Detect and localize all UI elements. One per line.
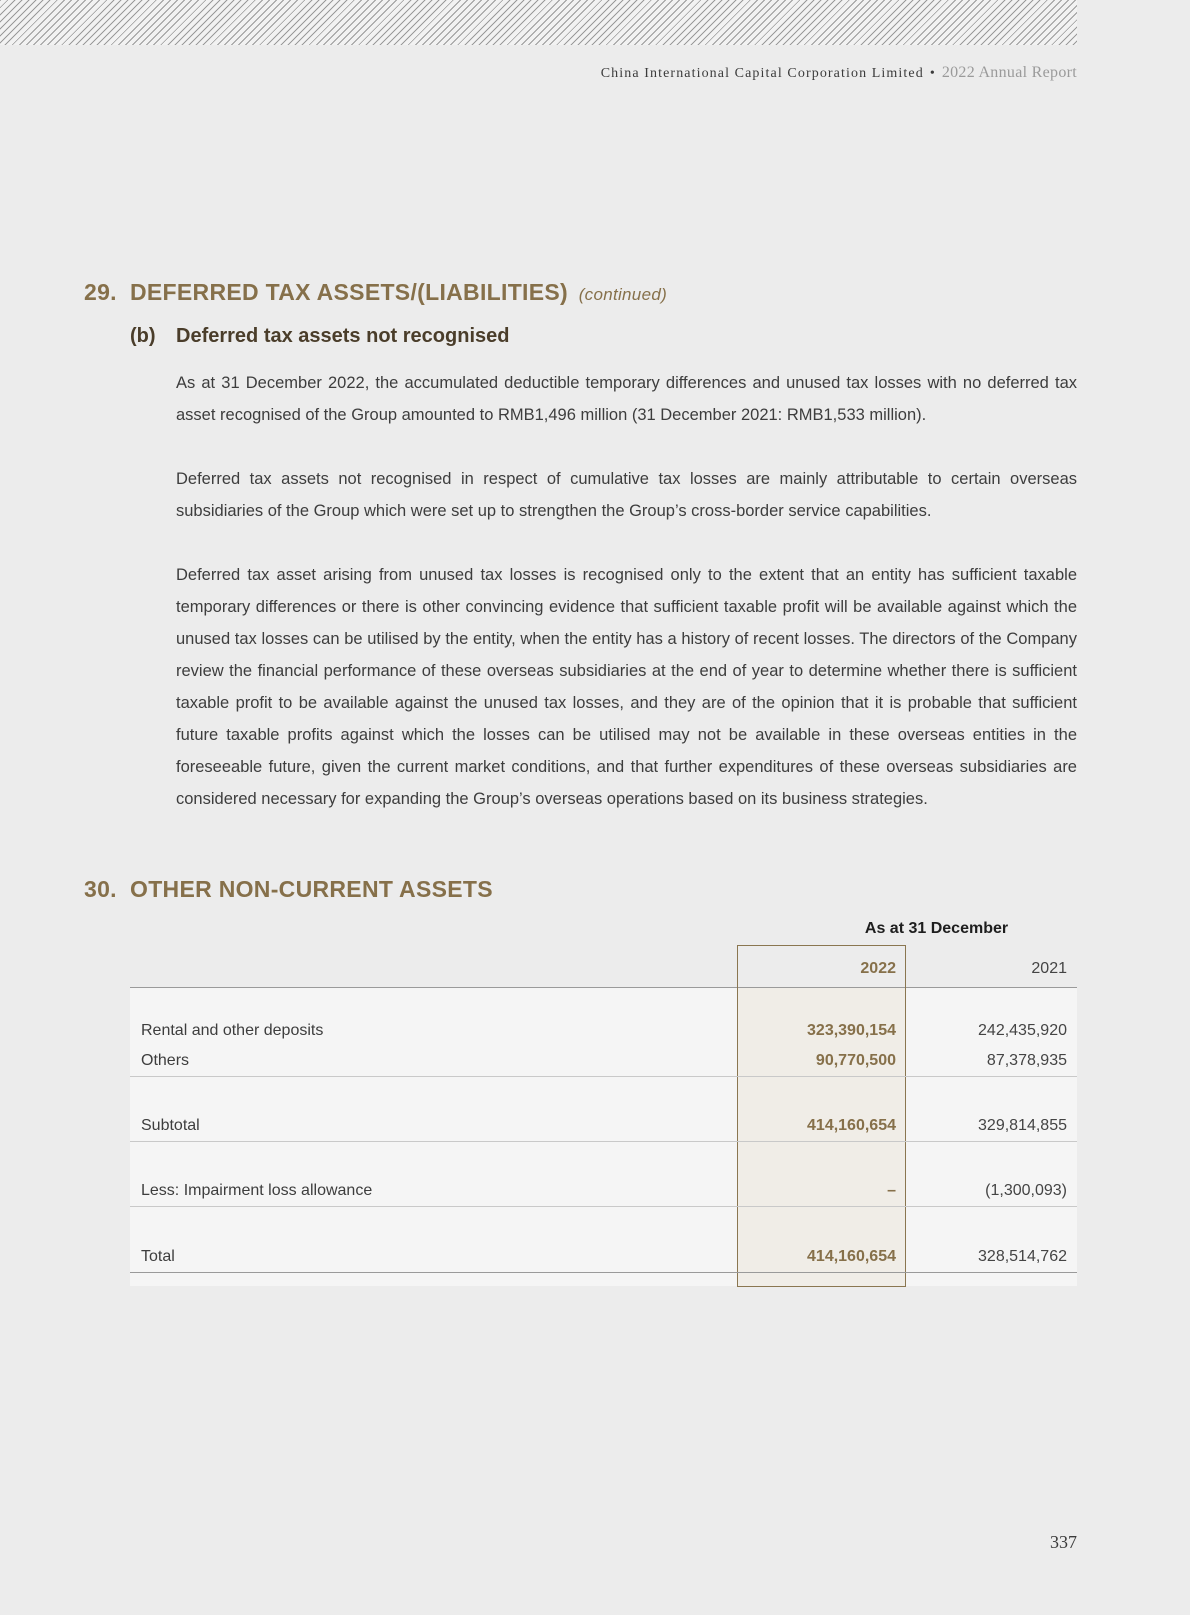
section-title: DEFERRED TAX ASSETS/(LIABILITIES) (130, 279, 568, 305)
section-29-heading (84, 279, 667, 306)
value-2021: 328,514,762 (978, 1248, 1067, 1265)
paragraph: Deferred tax assets not recognised in respect of cumulative tax losses are mainly attributable to certain overseas subsidiaries of the Group which were set up to strengthen the Group’s cross-border service capabilities. (176, 470, 1077, 520)
column-header-2021: 2021 (1031, 960, 1067, 977)
section-number: 29. (84, 279, 117, 305)
header-bullet: • (929, 66, 936, 81)
section-title: OTHER NON-CURRENT ASSETS (130, 876, 493, 902)
value-2021: (1,300,093) (985, 1182, 1067, 1199)
paragraph: As at 31 December 2022, the accumulated deductible temporary differences and unused tax losses with no deferred tax asset recognised of the Group amounted to RMB1,496 million (31 December 2021: RMB1,533 million). (176, 374, 1077, 424)
value-2021: 87,378,935 (986, 1052, 1067, 1069)
subsection-b-heading (130, 325, 509, 348)
table-body (130, 988, 1077, 1273)
row-label: Total (141, 1248, 175, 1265)
row-label: Subtotal (141, 1117, 200, 1134)
value-2022: – (887, 1182, 896, 1199)
report-title: 2022 Annual Report (941, 64, 1077, 81)
row-label: Less: Impairment loss allowance (141, 1182, 373, 1199)
value-2021: 329,814,855 (978, 1117, 1067, 1134)
continued-label: (continued) (578, 285, 668, 304)
table-header-row (130, 945, 1077, 988)
column-header-2022: 2022 (860, 960, 896, 977)
table-row (130, 1046, 1077, 1077)
section-number: 30. (84, 876, 117, 902)
table-row (130, 1077, 1077, 1142)
value-2021: 242,435,920 (978, 1022, 1067, 1039)
decorative-hatch-band (0, 0, 1077, 45)
table-row (130, 988, 1077, 1046)
table-caption: As at 31 December (864, 920, 1009, 937)
value-2022: 90,770,500 (815, 1052, 896, 1069)
table-row (130, 1142, 1077, 1207)
row-label: Others (141, 1052, 190, 1069)
value-2022: 414,160,654 (807, 1248, 896, 1265)
paragraph: Deferred tax asset arising from unused tax losses is recognised only to the extent that an entity has sufficient taxable temporary differences or there is other convincing evidence that sufficient taxable profit will be available against which the unused tax losses can be utilised by the entity, when the entity has a history of recent losses. The directors of the Company review the financial performance of these overseas subsidiaries at the end of year to determine whether there is sufficient taxable profit to be available against the unused tax losses, and they are of the opinion that it is probable that sufficient future taxable profits against which the losses can be utilised may not be available in these overseas entities in the foreseeable future, given the current market conditions, and that further expenditures of these overseas subsidiaries are considered necessary for expanding the Group’s overseas operations based on its business strategies. (176, 566, 1077, 808)
value-2022: 323,390,154 (807, 1022, 896, 1039)
row-label: Rental and other deposits (141, 1022, 324, 1039)
section-30-heading (84, 876, 493, 903)
company-name: China International Capital Corporation Limited (600, 66, 924, 81)
subsection-number: (b) (130, 325, 156, 347)
subsection-title: Deferred tax assets not recognised (176, 325, 510, 347)
running-header (601, 64, 1077, 82)
page-number: 337 (1050, 1532, 1077, 1552)
table-row (130, 1207, 1077, 1273)
value-2022: 414,160,654 (807, 1117, 896, 1134)
